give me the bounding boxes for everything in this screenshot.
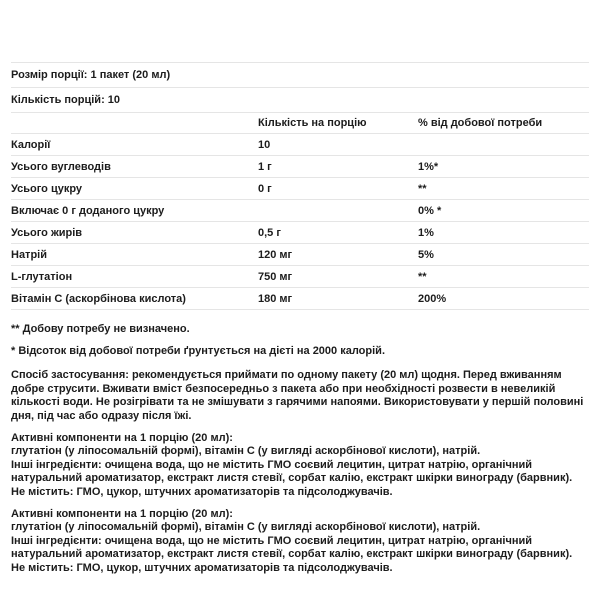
row-amount: 1 г (258, 160, 272, 173)
other-ingredients: Інші інгредієнти: очищена вода, що не містить ГМО соєвий лецитин, цитрат натрію, органічний натуральний ароматизатор, екстракт листя стевії, сорбат калію, екстракт шкірки винограду (барвник). (11, 458, 573, 485)
footnote-2000-calorie-diet: * Відсоток від добової потреби ґрунтується на дієті на 2000 калорій. (11, 345, 385, 357)
table-row (11, 222, 589, 244)
active-components-list: глутатіон (у ліпосомальній формі), вітамін C (у вигляді аскорбінової кислоти), натрій. (11, 445, 481, 458)
servings-count-row (11, 88, 589, 113)
row-dv: 1%* (418, 160, 439, 173)
table-row (11, 134, 589, 156)
nutrition-table-header (11, 113, 589, 134)
header-amount-per-serving: Кількість на порцію (258, 117, 367, 129)
row-dv: ** (418, 270, 427, 283)
row-dv: ** (418, 182, 427, 195)
footnote-daily-value-not-established: ** Добову потребу не визначено. (11, 323, 190, 335)
row-label: Включає 0 г доданого цукру (11, 204, 165, 217)
row-dv: 0% * (418, 204, 442, 217)
header-daily-value: % від добової потреби (418, 117, 543, 129)
row-label: Вітамін C (аскорбінова кислота) (11, 292, 186, 305)
usage-instructions: Спосіб застосування: рекомендується приймати по одному пакету (20 мл) щодня. Перед вживанням добре струсити. Вживати вміст безпосередньо з пакета або при необхідності розвести в невеликій кількості води. Не розігрівати та не змішувати з гарячими напоями. Використовувати у першій половині дня, під час або одразу після їжі. (11, 369, 584, 422)
row-label: Натрій (11, 248, 47, 261)
row-label: Усього цукру (11, 182, 83, 195)
serving-size-label: Розмір порції: 1 пакет (20 мл) (11, 69, 171, 81)
row-amount: 10 (258, 138, 271, 151)
free-from-statement: Не містить: ГМО, цукор, штучних ароматизаторів та підсолоджувачів. (11, 485, 393, 498)
row-amount: 750 мг (258, 270, 293, 283)
table-row (11, 200, 589, 222)
table-row (11, 244, 589, 266)
serving-size-row (11, 63, 589, 88)
row-label: Усього вуглеводів (11, 160, 111, 173)
free-from-statement: Не містить: ГМО, цукор, штучних ароматизаторів та підсолоджувачів. (11, 561, 393, 574)
active-components-block-1 (11, 432, 589, 499)
footnotes (11, 323, 589, 358)
row-amount: 0 г (258, 182, 272, 195)
row-amount: 120 мг (258, 248, 293, 261)
row-dv: 200% (418, 292, 447, 305)
table-row (11, 178, 589, 200)
table-row (11, 288, 589, 310)
table-row (11, 156, 589, 178)
row-amount: 180 мг (258, 292, 293, 305)
other-ingredients: Інші інгредієнти: очищена вода, що не містить ГМО соєвий лецитин, цитрат натрію, органічний натуральний ароматизатор, екстракт листя стевії, сорбат калію, екстракт шкірки винограду (барвник). (11, 534, 573, 561)
row-dv: 1% (418, 226, 434, 239)
row-label: Усього жирів (11, 226, 83, 239)
table-row (11, 266, 589, 288)
active-components-title: Активні компоненти на 1 порцію (20 мл): (11, 432, 233, 444)
top-spacer (11, 0, 589, 62)
row-label: Калорії (11, 138, 51, 151)
active-components-list: глутатіон (у ліпосомальній формі), вітамін C (у вигляді аскорбінової кислоти), натрій. (11, 521, 481, 534)
servings-count-label: Кількість порцій: 10 (11, 94, 121, 106)
row-amount: 0,5 г (258, 226, 281, 239)
active-components-title: Активні компоненти на 1 порцію (20 мл): (11, 508, 233, 521)
row-dv: 5% (418, 248, 434, 261)
active-components-block-2 (11, 508, 589, 575)
row-label: L-глутатіон (11, 270, 73, 283)
